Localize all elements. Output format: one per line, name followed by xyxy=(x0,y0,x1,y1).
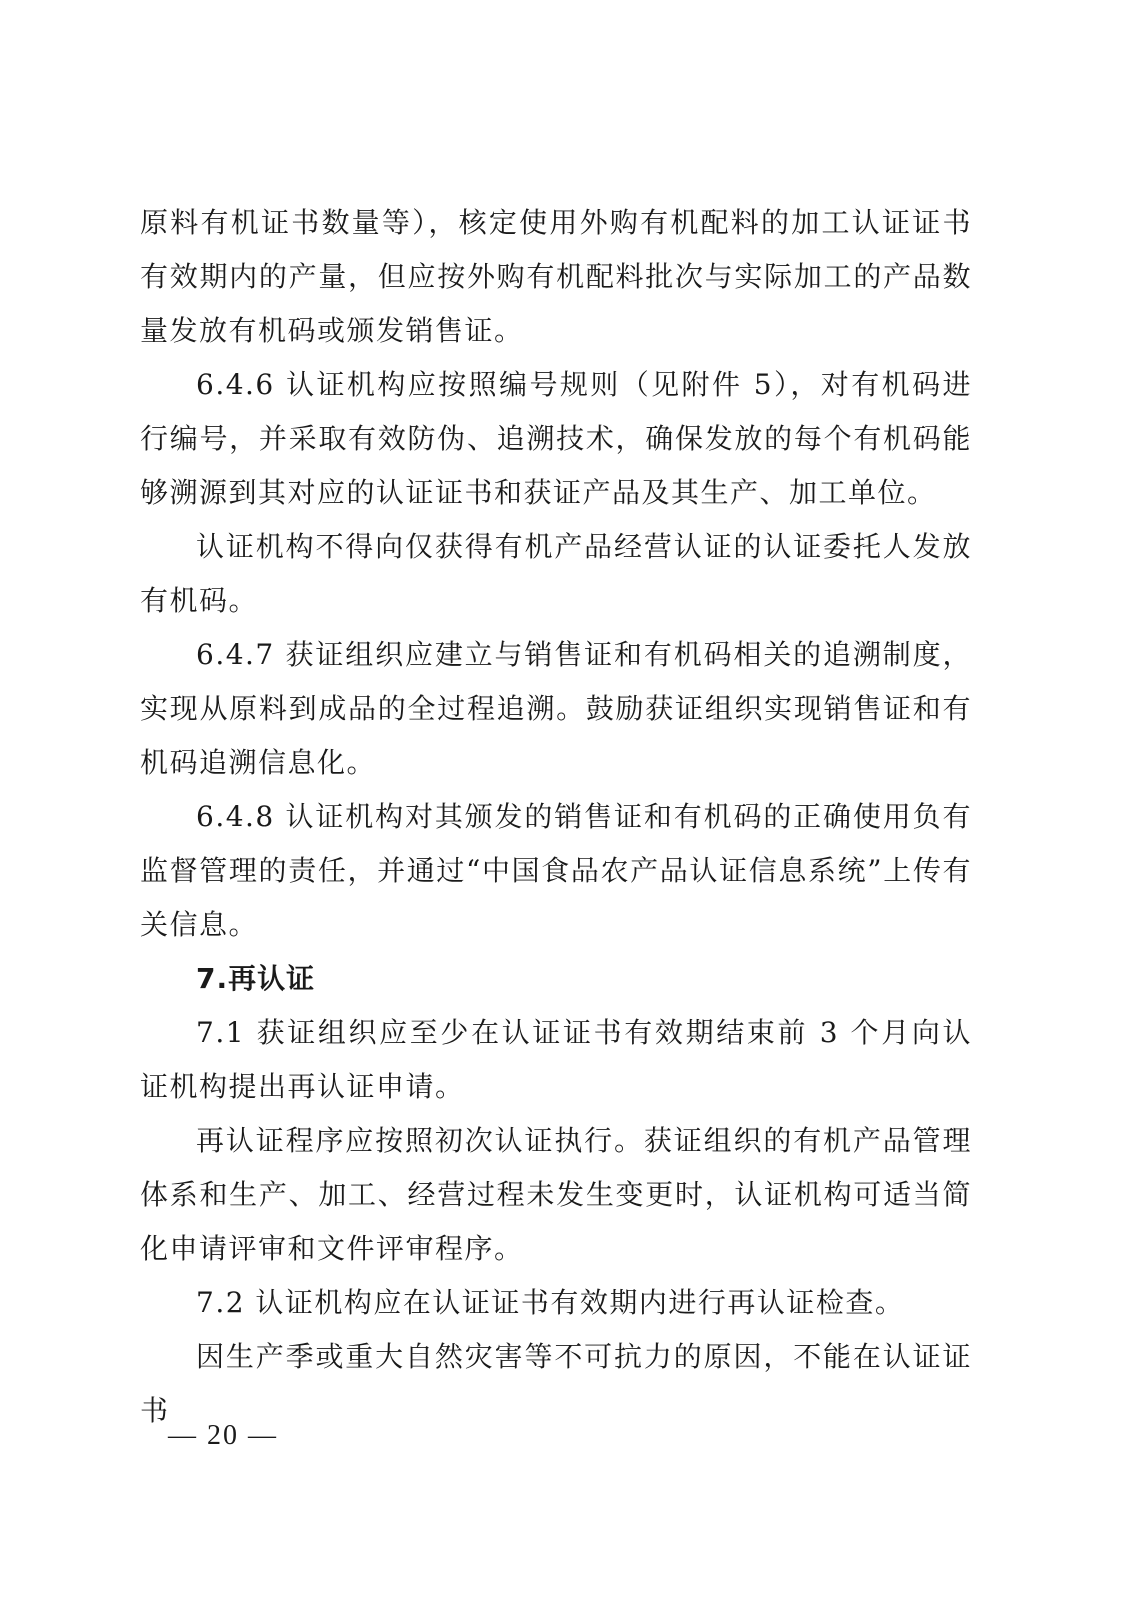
paragraph-continuation: 原料有机证书数量等），核定使用外购有机配料的加工认证证书有效期内的产量，但应按外购有机配料批次与实际加工的产品数量发放有机码或颁发销售证。 xyxy=(140,206,972,347)
paragraph-7-2-force-majeure: 因生产季或重大自然灾害等不可抗力的原因，不能在认证证书 xyxy=(140,1340,972,1427)
paragraph-6-4-8: 6.4.8 认证机构对其颁发的销售证和有机码的正确使用负有监督管理的责任，并通过“中国食品农产品认证信息系统”上传有关信息。 xyxy=(140,800,972,941)
page-number: — 20 — xyxy=(168,1420,278,1451)
paragraph-6-4-7: 6.4.7 获证组织应建立与销售证和有机码相关的追溯制度，实现从原料到成品的全过程追溯。鼓励获证组织实现销售证和有机码追溯信息化。 xyxy=(140,638,972,779)
paragraph-7-2: 7.2 认证机构应在认证证书有效期内进行再认证检查。 xyxy=(196,1286,905,1319)
paragraph-7-1: 7.1 获证组织应至少在认证证书有效期结束前 3 个月向认证机构提出再认证申请。 xyxy=(140,1016,972,1103)
paragraph-7-1-procedure: 再认证程序应按照初次认证执行。获证组织的有机产品管理体系和生产、加工、经营过程未发生变更时，认证机构可适当简化申请评审和文件评审程序。 xyxy=(140,1124,972,1265)
paragraph-6-4-6-note: 认证机构不得向仅获得有机产品经营认证的认证委托人发放有机码。 xyxy=(140,530,972,617)
section-heading-recertification: 7.再认证 xyxy=(196,962,316,995)
document-body xyxy=(140,196,972,1438)
paragraph-6-4-6: 6.4.6 认证机构应按照编号规则（见附件 5），对有机码进行编号，并采取有效防伪、追溯技术，确保发放的每个有机码能够溯源到其对应的认证证书和获证产品及其生产、加工单位。 xyxy=(140,368,972,509)
